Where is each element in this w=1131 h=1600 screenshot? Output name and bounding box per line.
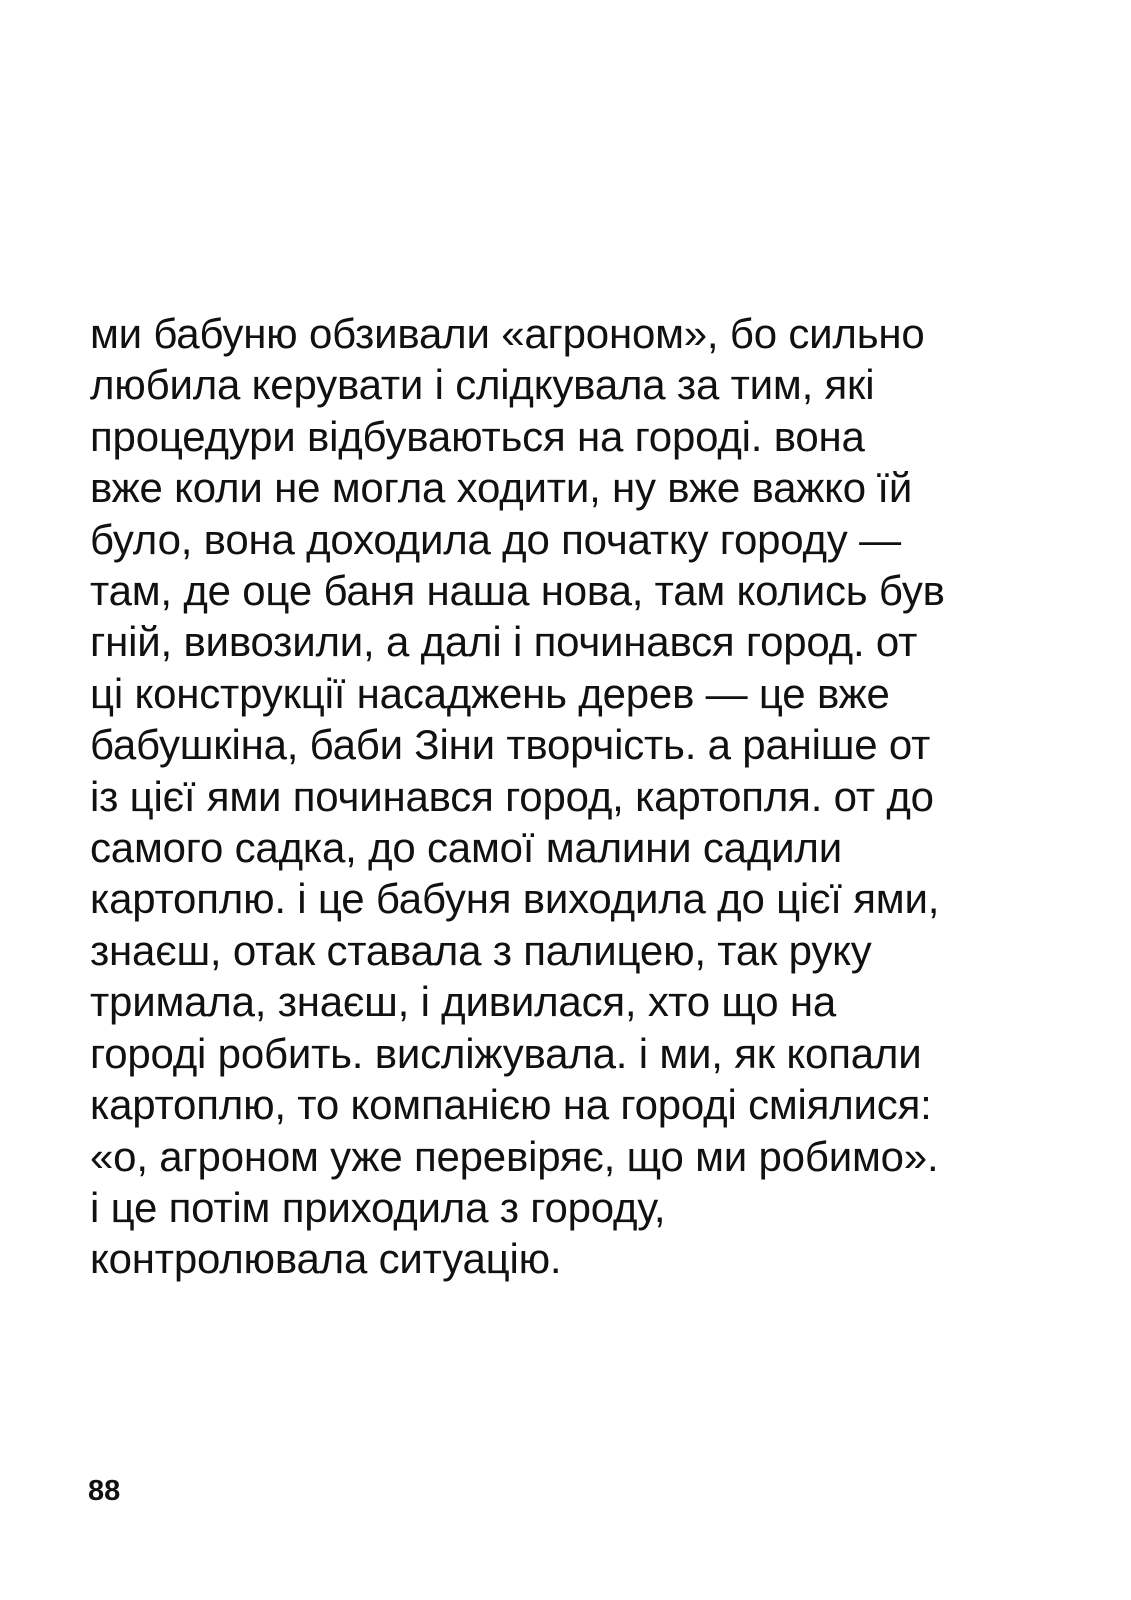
text-line: вже коли не могла ходити, ну вже важко їй xyxy=(90,464,913,512)
text-line: картоплю. і це бабуня виходила до цієї ями, xyxy=(90,875,940,923)
text-line: самого садка, до самої малини садили xyxy=(90,824,842,872)
page-number: 88 xyxy=(88,1475,121,1507)
text-line: городі робить. висліжувала. і ми, як копали xyxy=(90,1029,922,1077)
text-line: і це потім приходила з городу, xyxy=(90,1183,666,1231)
text-line: із цієї ями починався город, картопля. от до xyxy=(90,772,934,820)
text-line: було, вона доходила до початку городу — xyxy=(90,515,901,563)
text-line: «о, агроном уже перевіряє, що ми робимо». xyxy=(90,1132,939,1180)
text-line: ці конструкції насаджень дерев — це вже xyxy=(90,669,890,717)
text-line: ми бабуню обзивали «агроном», бо сильно xyxy=(90,310,925,357)
body-text xyxy=(90,308,1050,1285)
text-line: контролювала ситуацію. xyxy=(90,1235,562,1283)
text-line: гній, вивозили, а далі і починався город. от xyxy=(90,618,918,666)
text-line: картоплю, то компанією на городі сміялися: xyxy=(90,1081,932,1129)
text-line: процедури відбуваються на городі. вона xyxy=(90,412,865,460)
text-line: знаєш, отак ставала з палицею, так руку xyxy=(90,926,872,974)
text-line: бабушкіна, баби Зіни творчість. а раніше от xyxy=(90,721,931,769)
text-line: там, де оце баня наша нова, там колись був xyxy=(90,567,945,615)
text-line: тримала, знаєш, і дивилася, хто що на xyxy=(90,978,837,1026)
text-line: любила керувати і слідкувала за тим, які xyxy=(90,361,875,409)
